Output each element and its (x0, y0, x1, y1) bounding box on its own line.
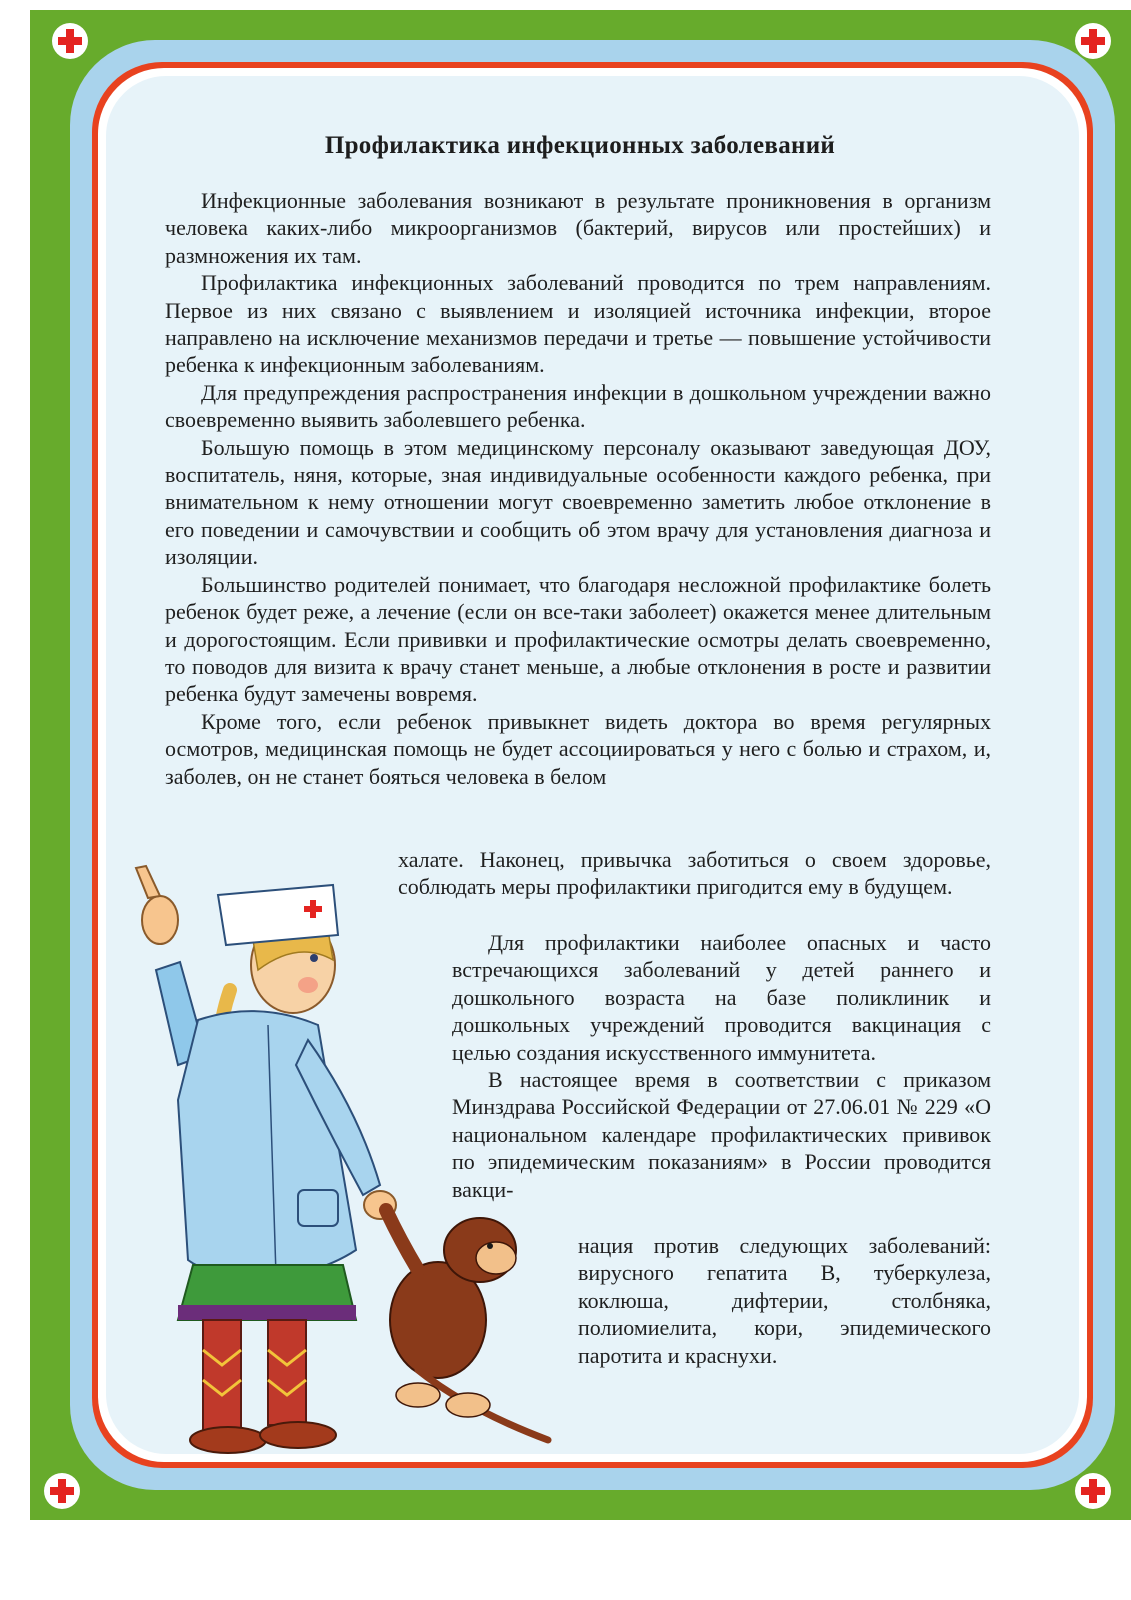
article-body (165, 187, 991, 790)
article-body-lower (578, 1232, 991, 1369)
paragraph-3: Для предупреждения распространения инфекции в дошкольном учреждении важно своевременно выявить заболевшего ребенка. (165, 379, 991, 433)
paragraph-8-continued: нация против следующих заболеваний: вирусного гепатита В, туберкулеза, коклюша, дифтерии, столбняка, полиомиелита, кори, эпидемического паротита и краснухи. (578, 1233, 991, 1368)
medical-cross-icon (1075, 23, 1111, 59)
paragraph-6-continued: халате. Наконец, привычка заботиться о своем здоровье, соблюдать меры профилактики пригодится ему в будущем. (398, 847, 991, 900)
paragraph-4: Большую помощь в этом медицинскому персоналу оказывают заведующая ДОУ, воспитатель, няня, которые, зная индивидуальные особенности каждого ребенка, при внимательном к нему отношении могут своевременно заметить любое отклонение в его поведении и самочувствии и сообщить об этом врачу для установления диагноза и изоляции. (165, 434, 991, 570)
medical-cross-icon (52, 23, 88, 59)
paragraph-1: Инфекционные заболевания возникают в результате проникновения в организм человека каких-либо микроорганизмов (бактерий, вирусов или простейших) и размножения их там. (165, 188, 991, 268)
nurse-girl-with-monkey-illustration (118, 850, 598, 1470)
medical-cross-icon (44, 1473, 80, 1509)
medical-cross-icon (1075, 1473, 1111, 1509)
page-title: Профилактика инфекционных заболеваний (324, 132, 836, 159)
paragraph-7: Для профилактики наиболее опасных и часто встречающихся заболеваний у детей раннего и дошкольного возраста на базе поликлиник и дошкольных учреждений проводится вакцинация с целью создания искусственного иммунитета. (452, 930, 991, 1065)
paragraph-6: Кроме того, если ребенок привыкнет видеть доктора во время регулярных осмотров, медицинская помощь не будет ассоциироваться у него с болью и страхом, и, заболев, он не станет бояться человека в белом (165, 708, 991, 789)
paragraph-2: Профилактика инфекционных заболеваний проводится по трем направлениям. Первое из них связано с выявлением и изоляцией источника инфекции, второе направлено на исключение механизмов передачи и третье — повышение устойчивости ребенка к инфекционным заболеваниям. (165, 270, 991, 378)
paragraph-8: В настоящее время в соответствии с приказом Минздрава Российской Федерации от 27.06.01 № 229 «О национальном календаре профилактических прививок по эпидемическим показаниям» в России проводится вакци- (452, 1067, 991, 1202)
paragraph-5: Большинство родителей понимает, что благодаря несложной профилактике болеть ребенок будет реже, а лечение (если он все-таки заболеет) окажется менее длительным и дорогостоящим. Если прививки и профилактические осмотры делать своевременно, то поводов для визита к врачу станет меньше, а любые отклонения в росте и развитии ребенка будут замечены вовремя. (165, 571, 991, 707)
